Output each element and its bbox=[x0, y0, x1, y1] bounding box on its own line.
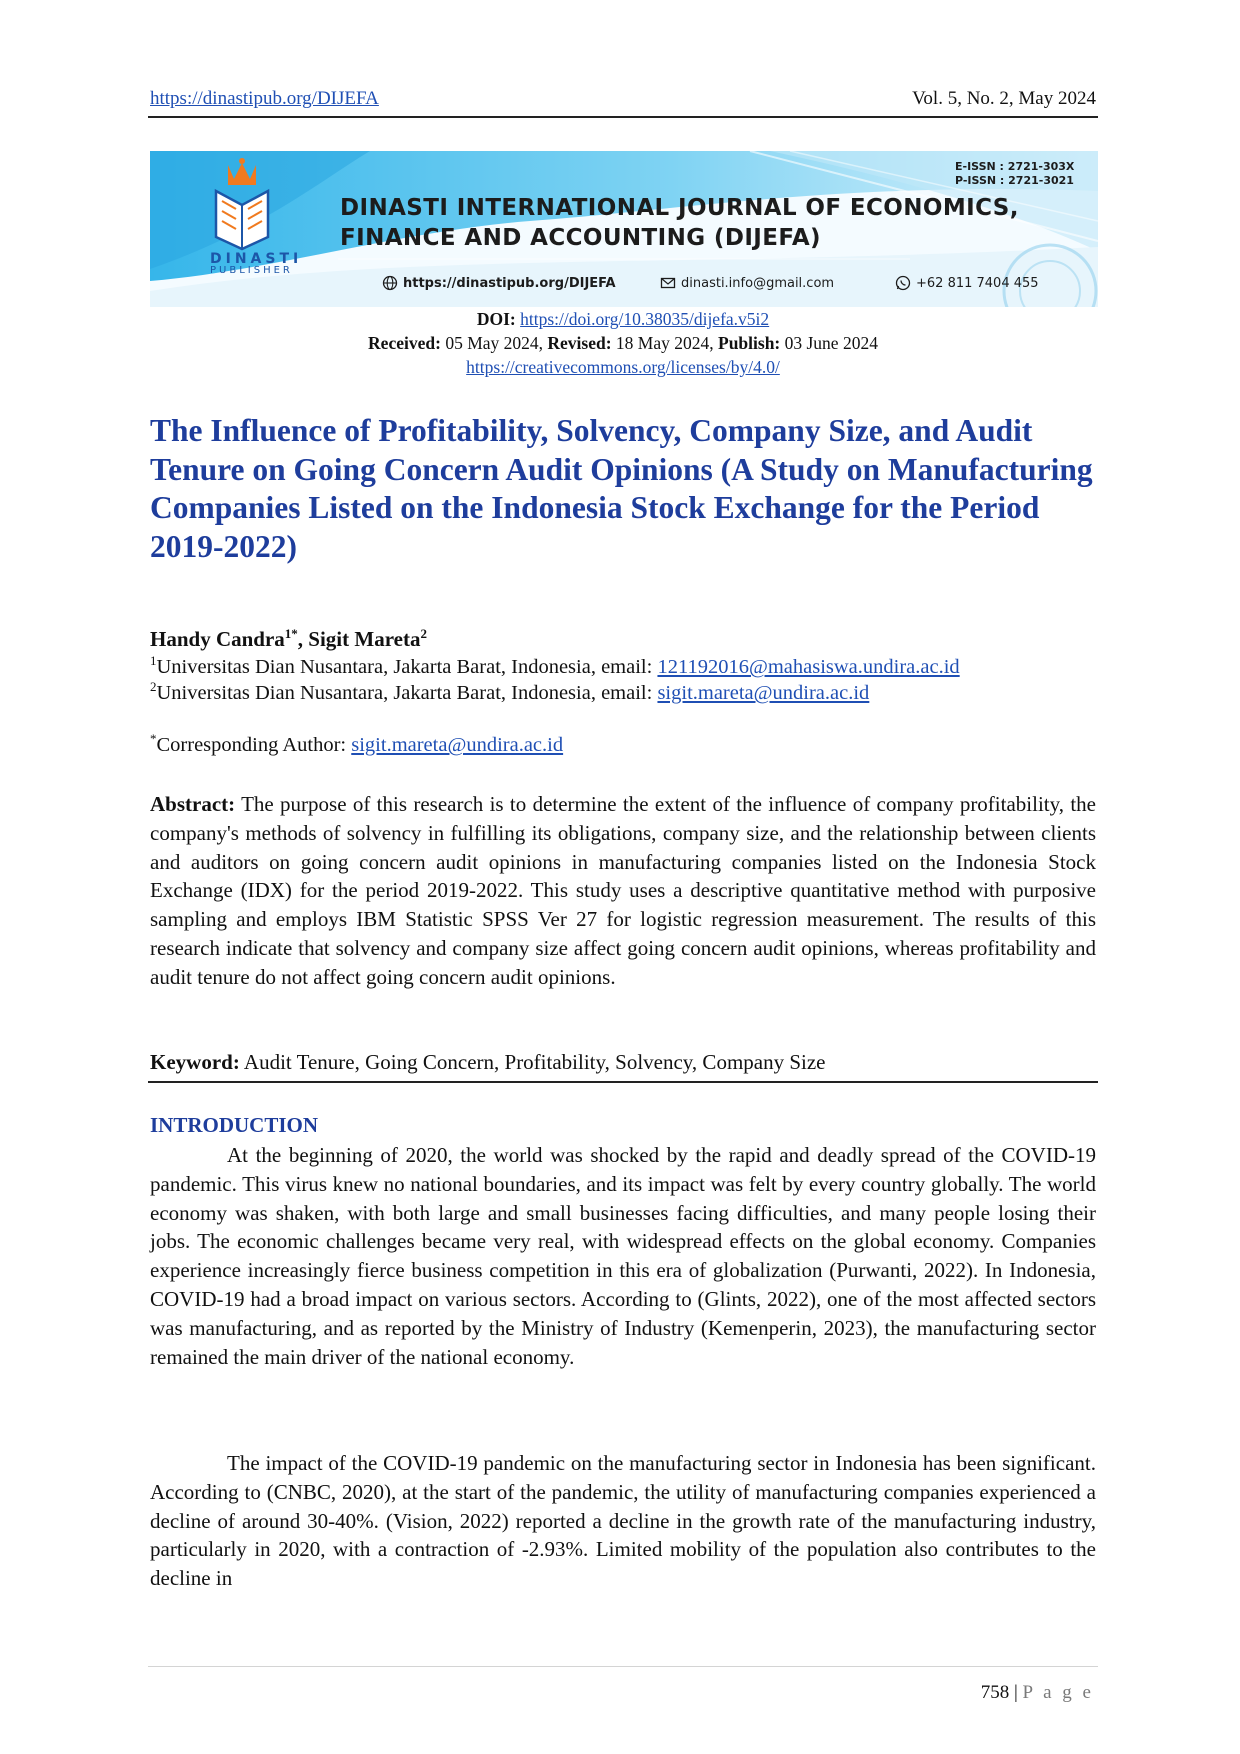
doi-line bbox=[150, 309, 1096, 330]
journal-title-line2: FINANCE AND ACCOUNTING (DIJEFA) bbox=[340, 225, 821, 251]
affiliation-1-text: Universitas Dian Nusantara, Jakarta Barat, Indonesia, email: bbox=[156, 656, 658, 678]
journal-title-line1: DINASTI INTERNATIONAL JOURNAL OF ECONOMICS, bbox=[340, 195, 1019, 221]
author-2-name: Sigit Mareta bbox=[308, 627, 421, 651]
abstract bbox=[150, 790, 1096, 992]
license-link[interactable]: https://creativecommons.org/licenses/by/4.0/ bbox=[466, 357, 780, 377]
journal-url-link[interactable]: https://dinastipub.org/DIJEFA bbox=[150, 88, 379, 109]
keyword-text: Audit Tenure, Going Concern, Profitability, Solvency, Company Size bbox=[239, 1050, 826, 1074]
banner-phone bbox=[895, 275, 1039, 291]
received-date: 05 May 2024, bbox=[445, 333, 544, 353]
abstract-label: Abstract: bbox=[150, 792, 236, 816]
author-2-superscript: 2 bbox=[420, 626, 427, 641]
affiliation-2-text: Universitas Dian Nusantara, Jakarta Barat, Indonesia, email: bbox=[156, 682, 658, 704]
page-footer bbox=[981, 1682, 1094, 1704]
corresponding-author bbox=[150, 731, 564, 757]
banner-website bbox=[382, 275, 616, 291]
revised-label: Revised: bbox=[547, 333, 612, 353]
corresponding-label: Corresponding Author: bbox=[156, 734, 352, 756]
corresponding-superscript: * bbox=[150, 731, 157, 747]
introduction-heading: INTRODUCTION bbox=[150, 1113, 319, 1137]
affiliation-1 bbox=[150, 653, 960, 679]
banner-website-text: https://dinastipub.org/DIJEFA bbox=[403, 275, 616, 291]
publisher-subtitle: PUBLISHER bbox=[210, 265, 293, 276]
introduction-paragraph-2: The impact of the COVID-19 pandemic on the manufacturing sector in Indonesia has been significant. According to (CNBC, 2020), at the start of the pandemic, the utility of manufacturing companies experienced a decline of around 30-40%. (Vision, 2022) reported a decline in the growth rate of the manufacturing industry, particularly in 2020, with a contraction of -2.93%. Limited mobility of the population also contributes to the decline in bbox=[150, 1451, 1096, 1591]
publisher-name: DINASTI bbox=[210, 251, 303, 267]
doi-label: DOI: bbox=[476, 309, 516, 329]
page-label: P a g e bbox=[1022, 1682, 1094, 1703]
publish-date: 03 June 2024 bbox=[784, 333, 878, 353]
mail-icon bbox=[660, 275, 676, 291]
author-separator: , bbox=[297, 627, 309, 651]
author-1-name: Handy Candra bbox=[150, 627, 285, 651]
license-line bbox=[150, 357, 1096, 378]
whatsapp-icon bbox=[895, 275, 911, 291]
banner-phone-text: +62 811 7404 455 bbox=[916, 275, 1039, 291]
revised-date: 18 May 2024, bbox=[615, 333, 714, 353]
banner-email bbox=[660, 275, 834, 291]
publish-label: Publish: bbox=[718, 333, 781, 353]
e-issn: E-ISSN : 2721-303X bbox=[955, 160, 1075, 173]
corresponding-email-link[interactable]: sigit.mareta@undira.ac.id bbox=[351, 734, 564, 756]
keyword-rule bbox=[148, 1081, 1098, 1083]
affiliation-1-superscript: 1 bbox=[150, 653, 157, 669]
globe-icon bbox=[382, 275, 398, 291]
affiliation-2 bbox=[150, 679, 870, 705]
affiliation-2-email-link[interactable]: sigit.mareta@undira.ac.id bbox=[657, 682, 870, 704]
introduction-paragraph-1: At the beginning of 2020, the world was shocked by the rapid and deadly spread of the COVID-19 pandemic. This virus knew no national boundaries, and its impact was felt by every country globally. The world economy was shaken, with both large and small businesses facing difficulties, and many people losing their jobs. The economic challenges became very real, with widespread effects on the global economy. Companies experience increasingly fierce business competition in this era of globalization (Purwanti, 2022). In Indonesia, COVID-19 had a broad impact on various sectors. According to (Glints, 2022), one of the most affected sectors was manufacturing, and as reported by the Ministry of Industry (Kemenperin, 2023), the manufacturing sector remained the main driver of the national economy. bbox=[150, 1143, 1096, 1369]
author-list bbox=[150, 627, 427, 652]
keyword-label: Keyword: bbox=[150, 1050, 240, 1074]
page-number: 758 bbox=[980, 1682, 1010, 1703]
doi-link[interactable]: https://doi.org/10.38035/dijefa.v5i2 bbox=[520, 309, 770, 329]
page-separator: | bbox=[1009, 1682, 1023, 1703]
volume-info: Vol. 5, No. 2, May 2024 bbox=[912, 88, 1096, 109]
received-label: Received: bbox=[368, 333, 441, 353]
banner-email-text: dinasti.info@gmail.com bbox=[681, 275, 835, 291]
affiliation-2-superscript: 2 bbox=[150, 679, 157, 695]
abstract-text: The purpose of this research is to determine the extent of the influence of company profitability, the company's methods of solvency in fulfilling its obligations, company size, and the relationship between clients and auditors on going concern audit opinions in manufacturing companies listed on the Indonesia Stock Exchange (IDX) for the period 2019-2022. This study uses a descriptive quantitative method with purposive sampling and employs IBM Statistic SPSS Ver 27 for logistic regression measurement. The results of this research indicate that solvency and company size affect going concern audit opinions, whereas profitability and audit tenure do not affect going concern audit opinions. bbox=[150, 792, 1096, 989]
p-issn: P-ISSN : 2721-3021 bbox=[955, 174, 1074, 187]
keywords bbox=[150, 1050, 826, 1075]
footer-rule bbox=[148, 1666, 1098, 1667]
header-rule bbox=[148, 116, 1098, 118]
author-1-superscript: 1* bbox=[284, 626, 298, 641]
journal-banner bbox=[150, 151, 1098, 307]
dates-line bbox=[150, 333, 1096, 354]
running-header bbox=[150, 88, 1096, 110]
paper-title: The Influence of Profitability, Solvency, Company Size, and Audit Tenure on Going Concern Audit Opinions (A Study on Manufacturing Companies Listed on the Indonesia Stock Exchange for the Period 2019-2022) bbox=[150, 413, 1093, 564]
affiliation-1-email-link[interactable]: 121192016@mahasiswa.undira.ac.id bbox=[657, 656, 960, 678]
